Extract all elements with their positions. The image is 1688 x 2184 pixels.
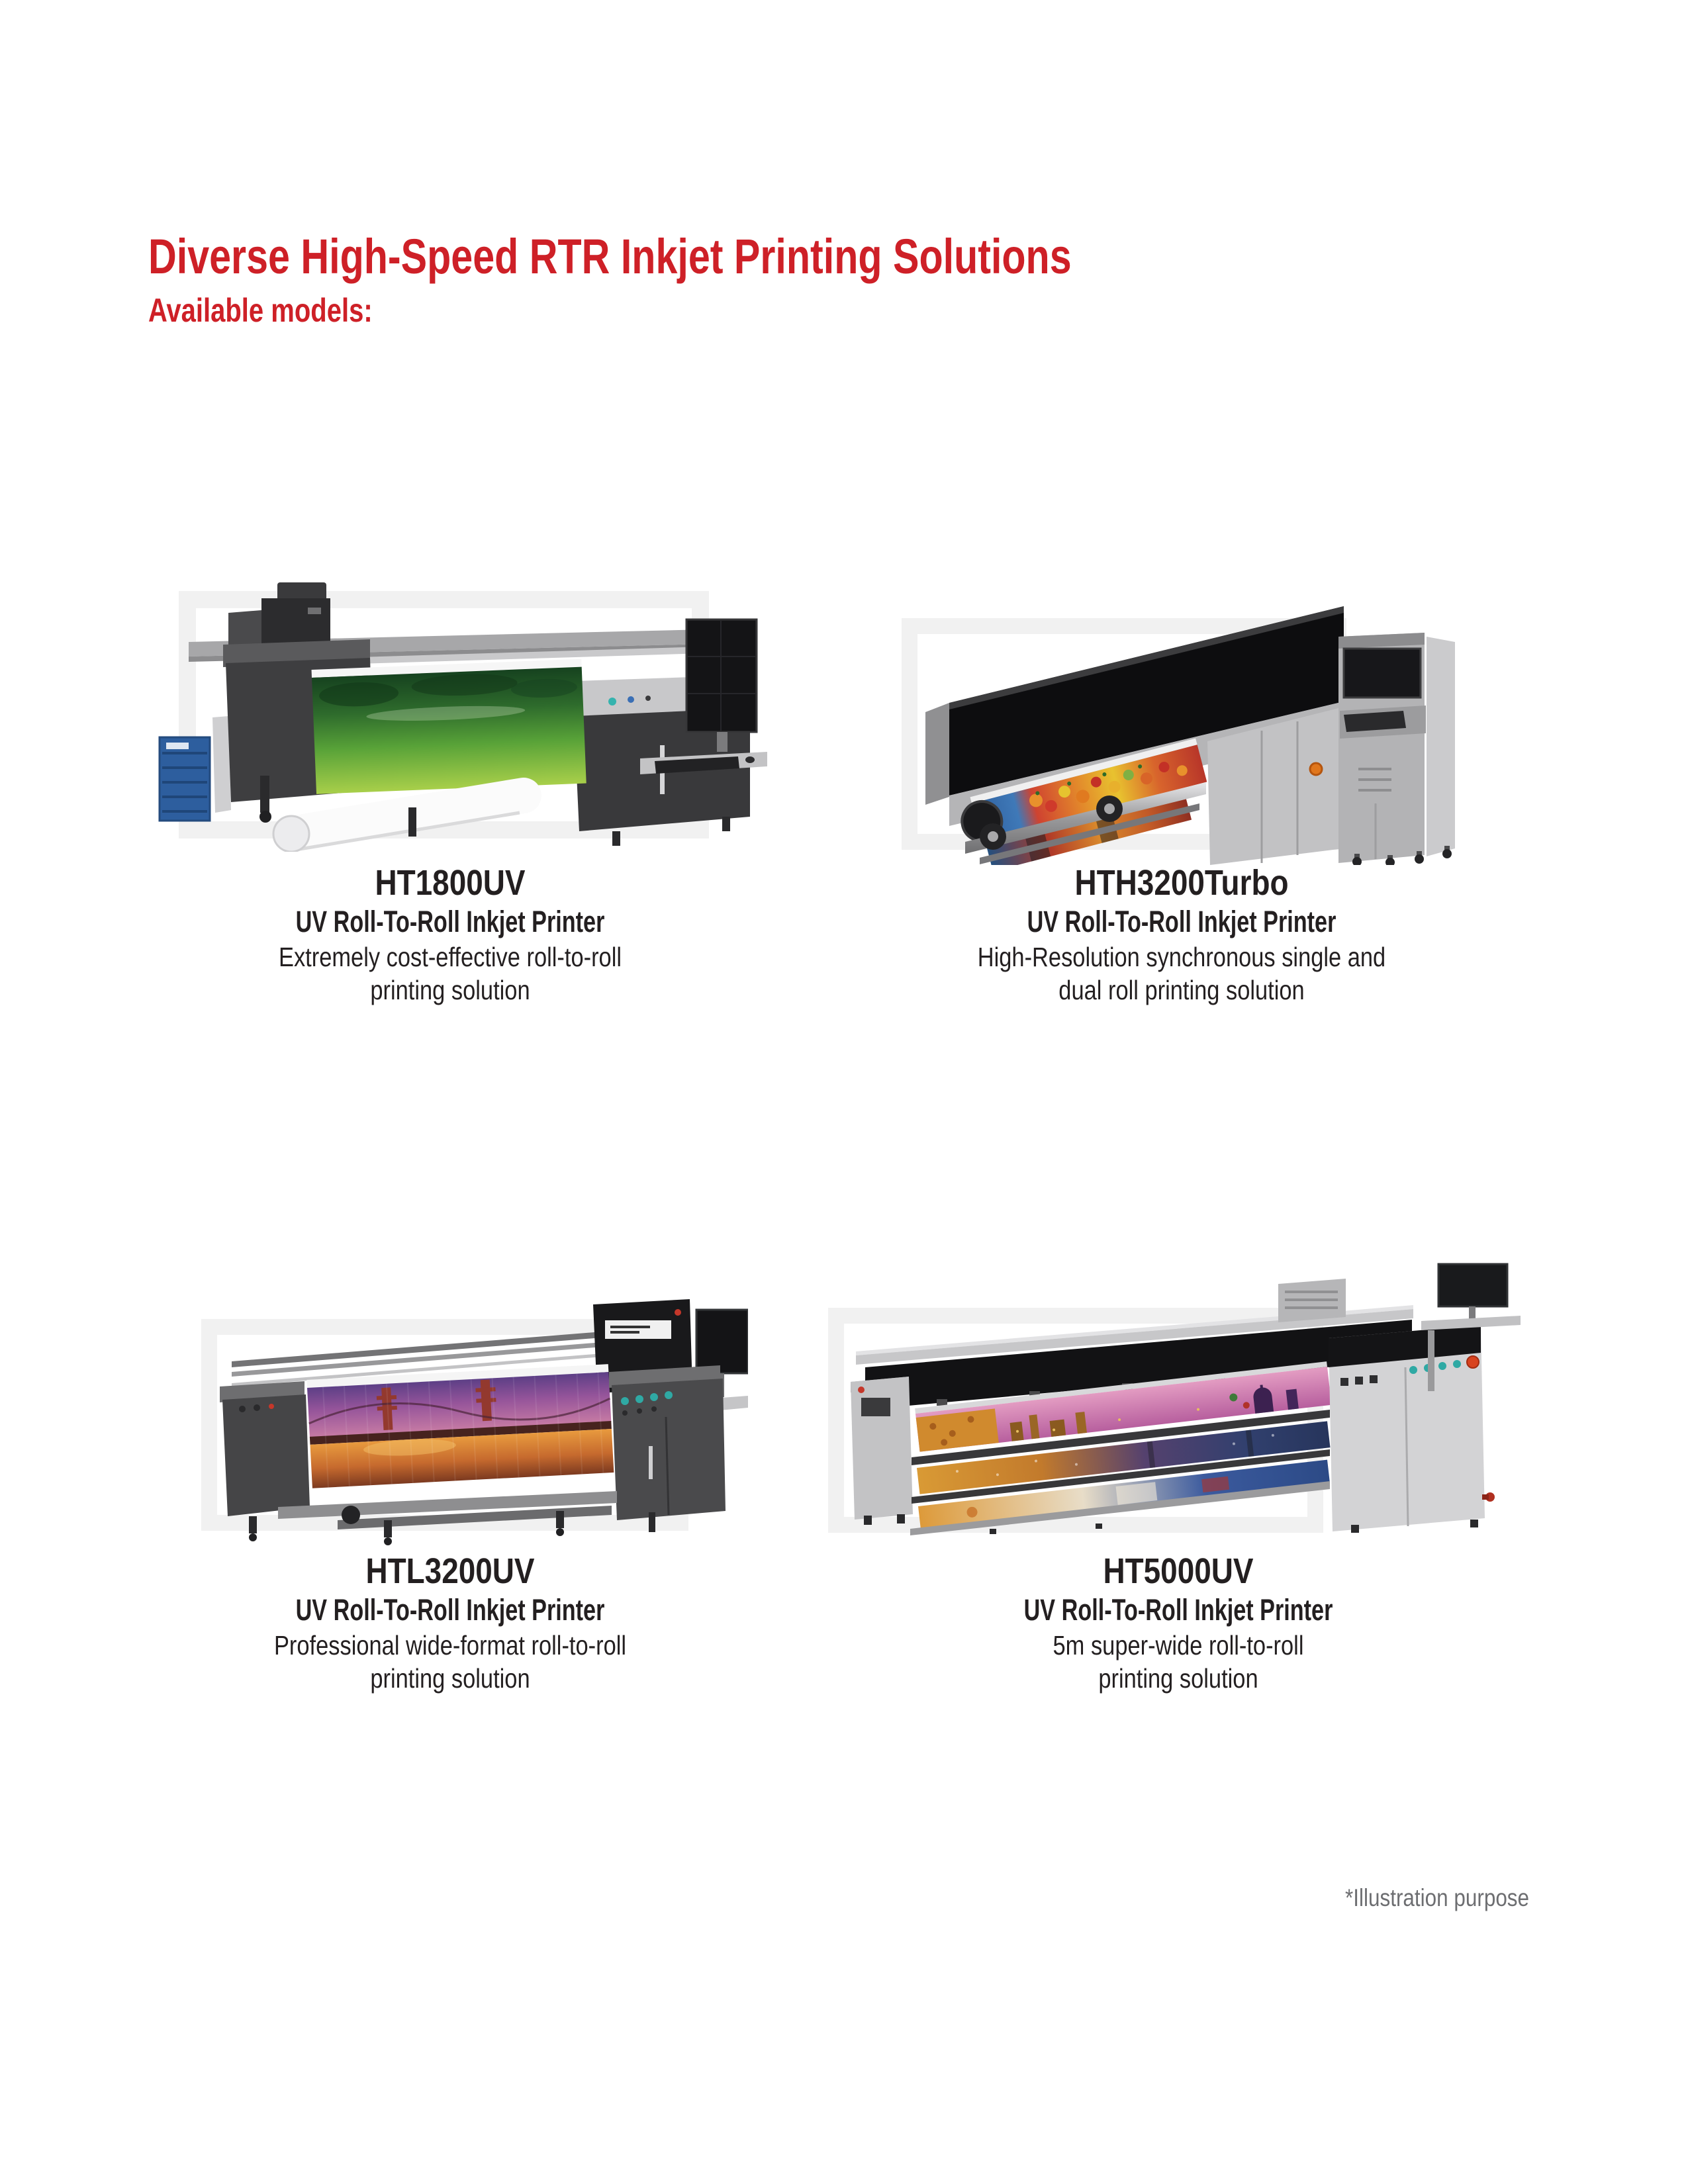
printer-illustration-hth3200turbo: [887, 570, 1483, 865]
product-description-line: dual roll printing solution: [1058, 975, 1305, 1005]
product-description-line: printing solution: [370, 1663, 530, 1694]
product-description-line: Professional wide-format roll-to-roll: [273, 1630, 627, 1661]
caption-ht5000uv: [914, 1551, 1443, 1695]
product-type: UV Roll-To-Roll Inkjet Printer: [1027, 905, 1336, 938]
product-type: UV Roll-To-Roll Inkjet Printer: [1023, 1593, 1333, 1627]
footnote: *Illustration purpose: [1345, 1884, 1529, 1911]
product-figure-ht1800uv: [149, 577, 768, 852]
product-description-line: printing solution: [1098, 1663, 1258, 1694]
product-type: UV Roll-To-Roll Inkjet Printer: [295, 1593, 605, 1627]
product-description-line: 5m super-wide roll-to-roll: [1053, 1630, 1304, 1661]
product-model: HT5000UV: [1103, 1551, 1254, 1591]
page-subtitle: Available models:: [148, 292, 373, 329]
product-model: HTL3200UV: [365, 1551, 535, 1591]
caption-hth3200turbo: [917, 862, 1446, 1007]
page-title: Diverse High-Speed RTR Inkjet Printing Solutions: [148, 229, 1072, 284]
printer-illustration-ht5000uv: [818, 1251, 1523, 1535]
product-figure-hth3200turbo: [887, 570, 1483, 865]
caption-htl3200uv: [185, 1551, 715, 1695]
printer-illustration-htl3200uv: [185, 1287, 748, 1545]
product-description-line: Extremely cost-effective roll-to-roll: [278, 942, 622, 972]
product-figure-ht5000uv: [818, 1251, 1523, 1535]
printer-illustration-ht1800uv: [149, 577, 768, 852]
product-description-line: High-Resolution synchronous single and: [977, 942, 1386, 972]
product-figure-htl3200uv: [185, 1287, 748, 1545]
product-model: HT1800UV: [375, 863, 526, 903]
caption-ht1800uv: [185, 862, 715, 1007]
product-type: UV Roll-To-Roll Inkjet Printer: [295, 905, 605, 938]
product-description-line: printing solution: [370, 975, 530, 1005]
product-model: HTH3200Turbo: [1074, 863, 1289, 903]
